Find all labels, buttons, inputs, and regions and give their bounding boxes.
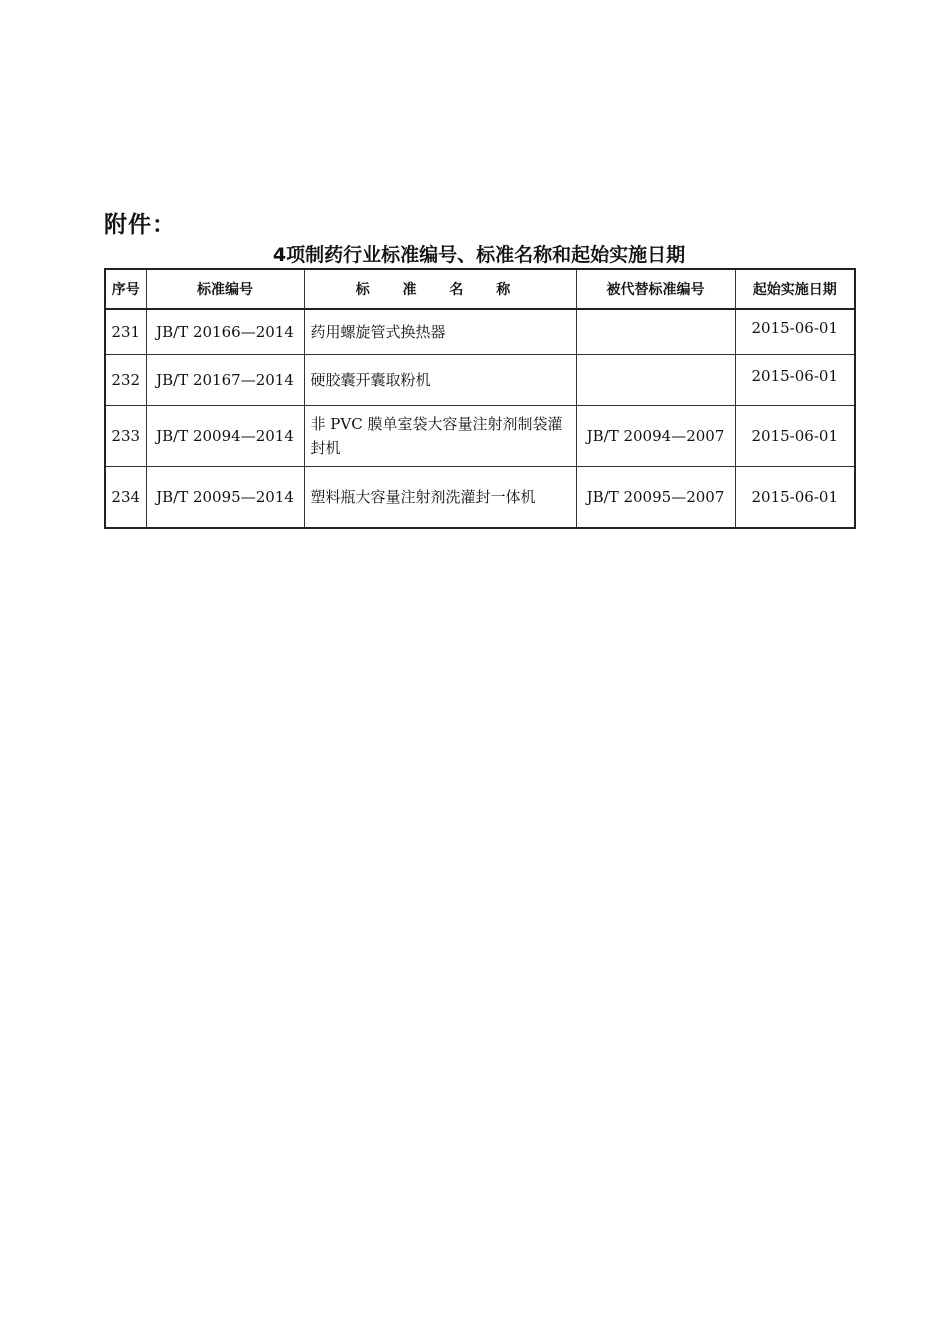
effective-date-text: 2015-06-01 bbox=[751, 319, 838, 337]
header-replaced-code: 被代替标准编号 bbox=[576, 269, 735, 309]
cell-seq: 233 bbox=[105, 406, 146, 467]
table-row bbox=[105, 467, 855, 529]
cell-effective-date bbox=[735, 355, 855, 406]
cell-standard-name: 药用螺旋管式换热器 bbox=[304, 309, 576, 355]
cell-standard-code: JB/T 20095—2014 bbox=[146, 467, 304, 529]
table-row bbox=[105, 355, 855, 406]
document-title: 4项制药行业标准编号、标准名称和起始实施日期 bbox=[272, 244, 686, 266]
cell-replaced-code: JB/T 20095—2007 bbox=[576, 467, 735, 529]
header-standard-code: 标准编号 bbox=[146, 269, 304, 309]
header-seq: 序号 bbox=[105, 269, 146, 309]
cell-standard-code: JB/T 20167—2014 bbox=[146, 355, 304, 406]
table-row bbox=[105, 406, 855, 467]
table-header-row bbox=[105, 269, 855, 309]
header-standard-name: 标 准 名 称 bbox=[304, 269, 576, 309]
cell-seq: 232 bbox=[105, 355, 146, 406]
cell-replaced-code: JB/T 20094—2007 bbox=[576, 406, 735, 467]
cell-replaced-code bbox=[576, 355, 735, 406]
cell-standard-name: 硬胶囊开囊取粉机 bbox=[304, 355, 576, 406]
standards-table bbox=[104, 268, 856, 529]
cell-seq: 234 bbox=[105, 467, 146, 529]
attachment-label: 附件： bbox=[104, 212, 176, 238]
cell-replaced-code bbox=[576, 309, 735, 355]
cell-standard-name: 非 PVC 膜单室袋大容量注射剂制袋灌封机 bbox=[304, 406, 576, 467]
cell-effective-date bbox=[735, 309, 855, 355]
cell-standard-code: JB/T 20166—2014 bbox=[146, 309, 304, 355]
effective-date-text: 2015-06-01 bbox=[751, 367, 838, 385]
header-effective-date: 起始实施日期 bbox=[735, 269, 855, 309]
cell-seq: 231 bbox=[105, 309, 146, 355]
cell-effective-date: 2015-06-01 bbox=[735, 467, 855, 529]
cell-standard-name: 塑料瓶大容量注射剂洗灌封一体机 bbox=[304, 467, 576, 529]
cell-effective-date: 2015-06-01 bbox=[735, 406, 855, 467]
cell-standard-code: JB/T 20094—2014 bbox=[146, 406, 304, 467]
table-row bbox=[105, 309, 855, 355]
